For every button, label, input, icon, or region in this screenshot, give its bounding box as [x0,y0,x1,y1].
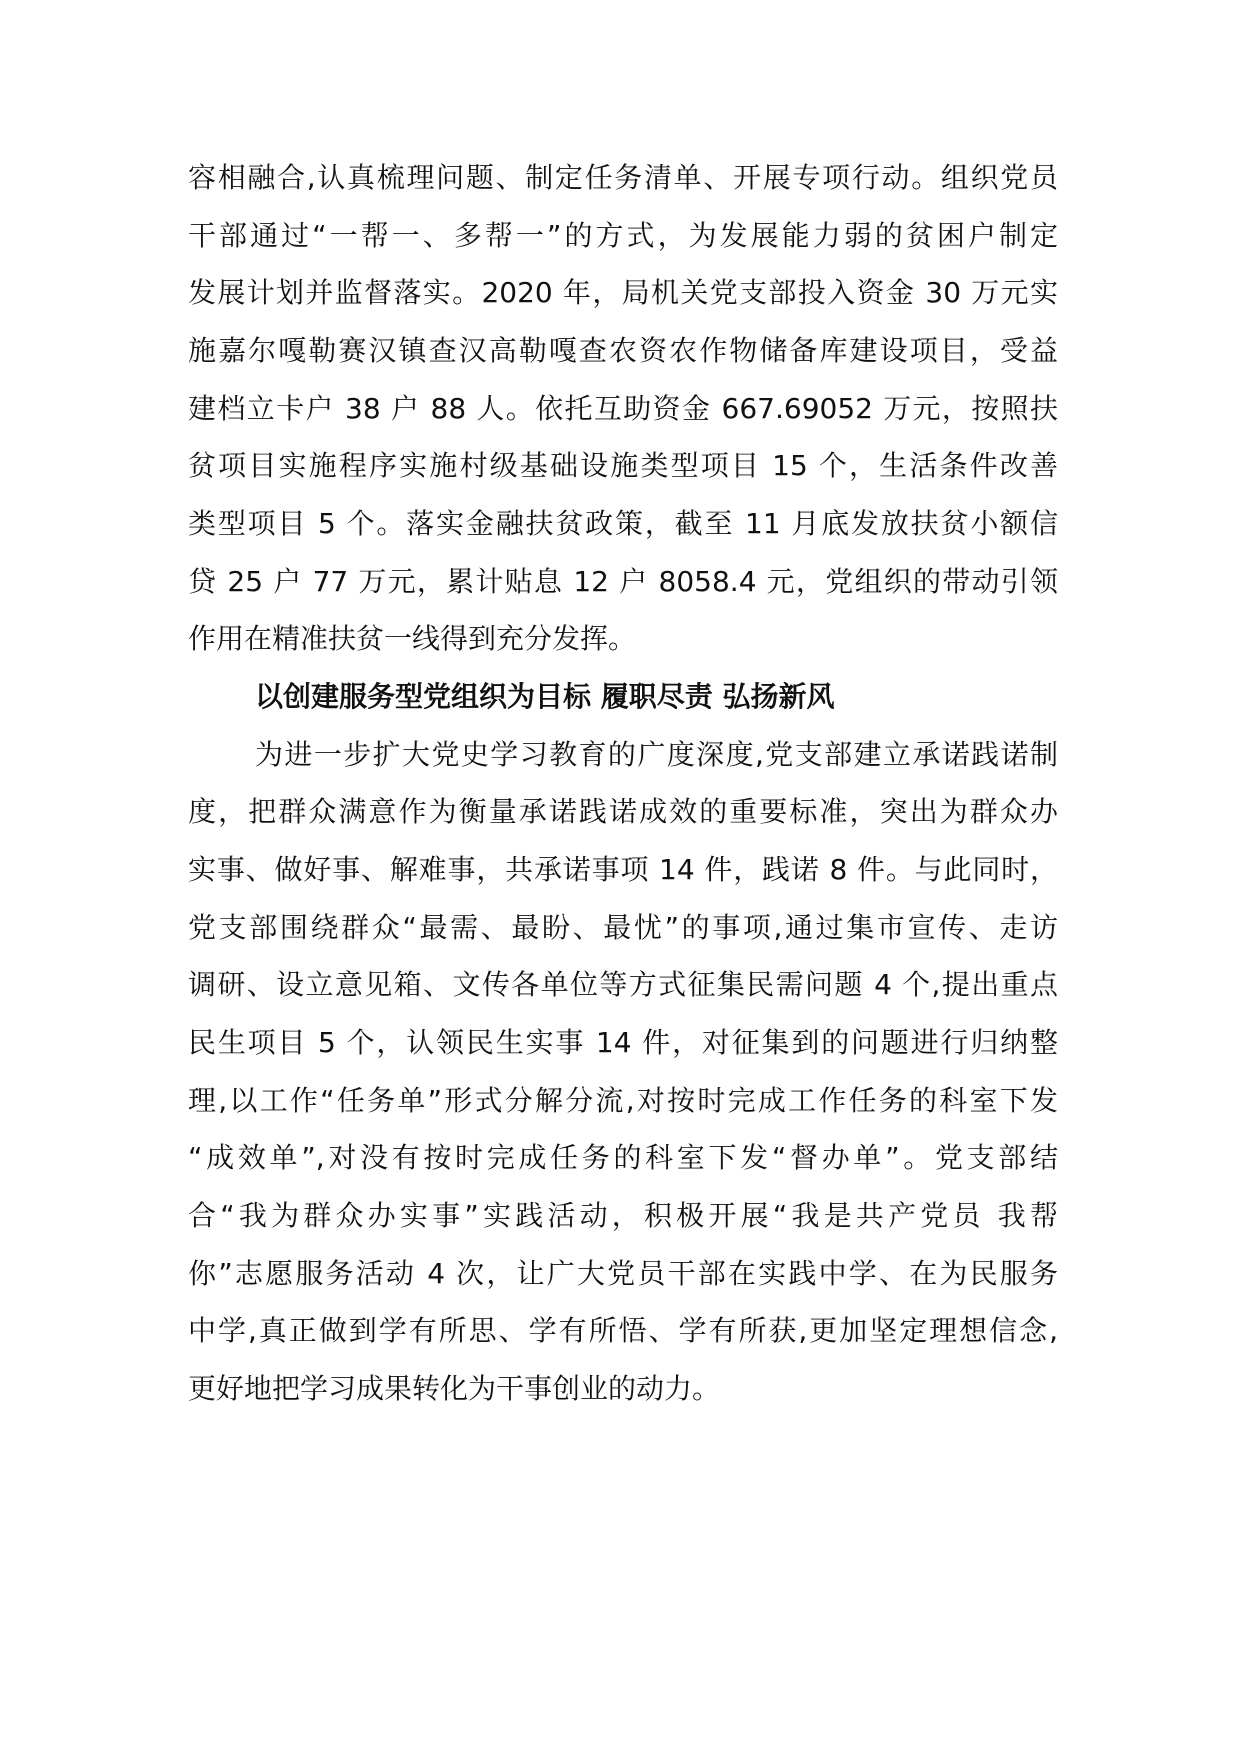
p2-line-10: 你”志愿服务活动 4 次，让广大党员干部在实践中学、在为民服务 [188,1257,1058,1290]
p2-line-9: 合“我为群众办实事”实践活动，积极开展“我是共产党员 我帮 [188,1199,1058,1232]
p1-line-5: 建档立卡户 38 户 88 人。依托互助资金 667.69052 万元，按照扶 [188,392,1058,425]
p1-line-4: 施嘉尔嘎勒赛汉镇查汉高勒嘎查农资农作物储备库建设项目，受益 [188,334,1058,367]
p1-line-8: 贷 25 户 77 万元，累计贴息 12 户 8058.4 元，党组织的带动引领 [188,565,1058,598]
p2-line-2: 度，把群众满意作为衡量承诺践诺成效的重要标准，突出为群众办 [188,795,1058,828]
p2-line-3: 实事、做好事、解难事，共承诺事项 14 件，践诺 8 件。与此同时， [188,853,1058,886]
p2-line-5: 调研、设立意见箱、文传各单位等方式征集民需问题 4 个,提出重点 [188,968,1058,1001]
p1-line-1: 容相融合,认真梳理问题、制定任务清单、开展专项行动。组织党员 [188,161,1058,194]
p2-line-8: “成效单”,对没有按时完成任务的科室下发“督办单”。党支部结 [188,1141,1058,1174]
p1-line-3: 发展计划并监督落实。2020 年，局机关党支部投入资金 30 万元实 [188,276,1058,309]
p1-line-7: 类型项目 5 个。落实金融扶贫政策，截至 11 月底发放扶贫小额信 [188,507,1058,540]
p2-line-12: 更好地把学习成果转化为干事创业的动力。 [188,1372,721,1405]
p2-line-1: 为进一步扩大党史学习教育的广度深度,党支部建立承诺践诺制 [255,738,1058,771]
p1-line-2: 干部通过“一帮一、多帮一”的方式，为发展能力弱的贫困户制定 [188,219,1058,252]
p1-line-6: 贫项目实施程序实施村级基础设施类型项目 15 个，生活条件改善 [188,449,1058,482]
p2-line-4: 党支部围绕群众“最需、最盼、最忧”的事项,通过集市宣传、走访 [188,911,1058,944]
section-heading: 以创建服务型党组织为目标 履职尽责 弘扬新风 [255,680,835,713]
p2-line-7: 理,以工作“任务单”形式分解分流,对按时完成工作任务的科室下发 [188,1084,1058,1117]
p2-line-6: 民生项目 5 个，认领民生实事 14 件，对征集到的问题进行归纳整 [188,1026,1058,1059]
p1-line-9: 作用在精准扶贫一线得到充分发挥。 [188,622,637,655]
p2-line-11: 中学,真正做到学有所思、学有所悟、学有所获,更加坚定理想信念, [188,1314,1058,1347]
